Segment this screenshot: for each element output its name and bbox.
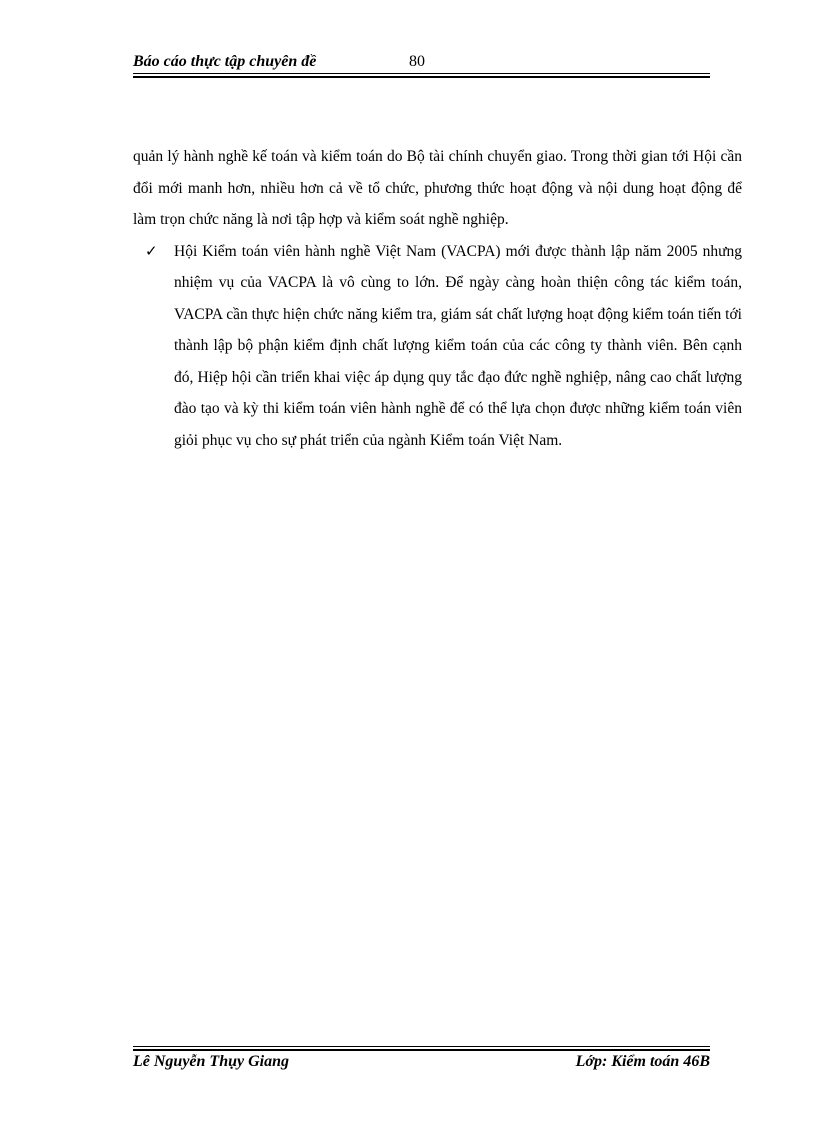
page-footer (133, 1053, 710, 1077)
bullet-item (133, 236, 742, 457)
body-paragraph: quản lý hành nghề kế toán và kiểm toán do Bộ tài chính chuyển giao. Trong thời gian tới Hội cần đổi mới manh hơn, nhiều hơn cả về tổ chức, phương thức hoạt động và nội dung hoạt động để làm trọn chức năng là nơi tập hợp và kiểm soát nghề nghiệp. (133, 148, 742, 228)
bullet-text: Hội Kiểm toán viên hành nghề Việt Nam (VACPA) mới được thành lập năm 2005 nhưng nhiệm vụ của VACPA là vô cùng to lớn. Để ngày càng hoàn thiện công tác kiểm toán, VACPA cần thực hiện chức năng kiểm tra, giám sát chất lượng hoạt động kiểm toán tiến tới thành lập bộ phận kiểm định chất lượng kiểm toán của các công ty thành viên. Bên cạnh đó, Hiệp hội cần triển khai việc áp dụng quy tắc đạo đức nghề nghiệp, nâng cao chất lượng đào tạo và kỳ thi kiểm toán viên hành nghề để có thể lựa chọn được những kiểm toán viên giỏi phục vụ cho sự phát triển của ngành Kiểm toán Việt Nam. (174, 242, 742, 449)
author-name: Lê Nguyễn Thụy Giang (133, 1053, 289, 1070)
header-divider (133, 73, 710, 78)
class-label: Lớp: Kiểm toán 46B (575, 1053, 710, 1070)
footer-divider (133, 1046, 710, 1051)
checkmark-icon: ✓ (145, 241, 158, 260)
page-number: 80 (409, 53, 425, 70)
page-body (133, 141, 742, 456)
report-title: Báo cáo thực tập chuyên đề (133, 53, 317, 70)
